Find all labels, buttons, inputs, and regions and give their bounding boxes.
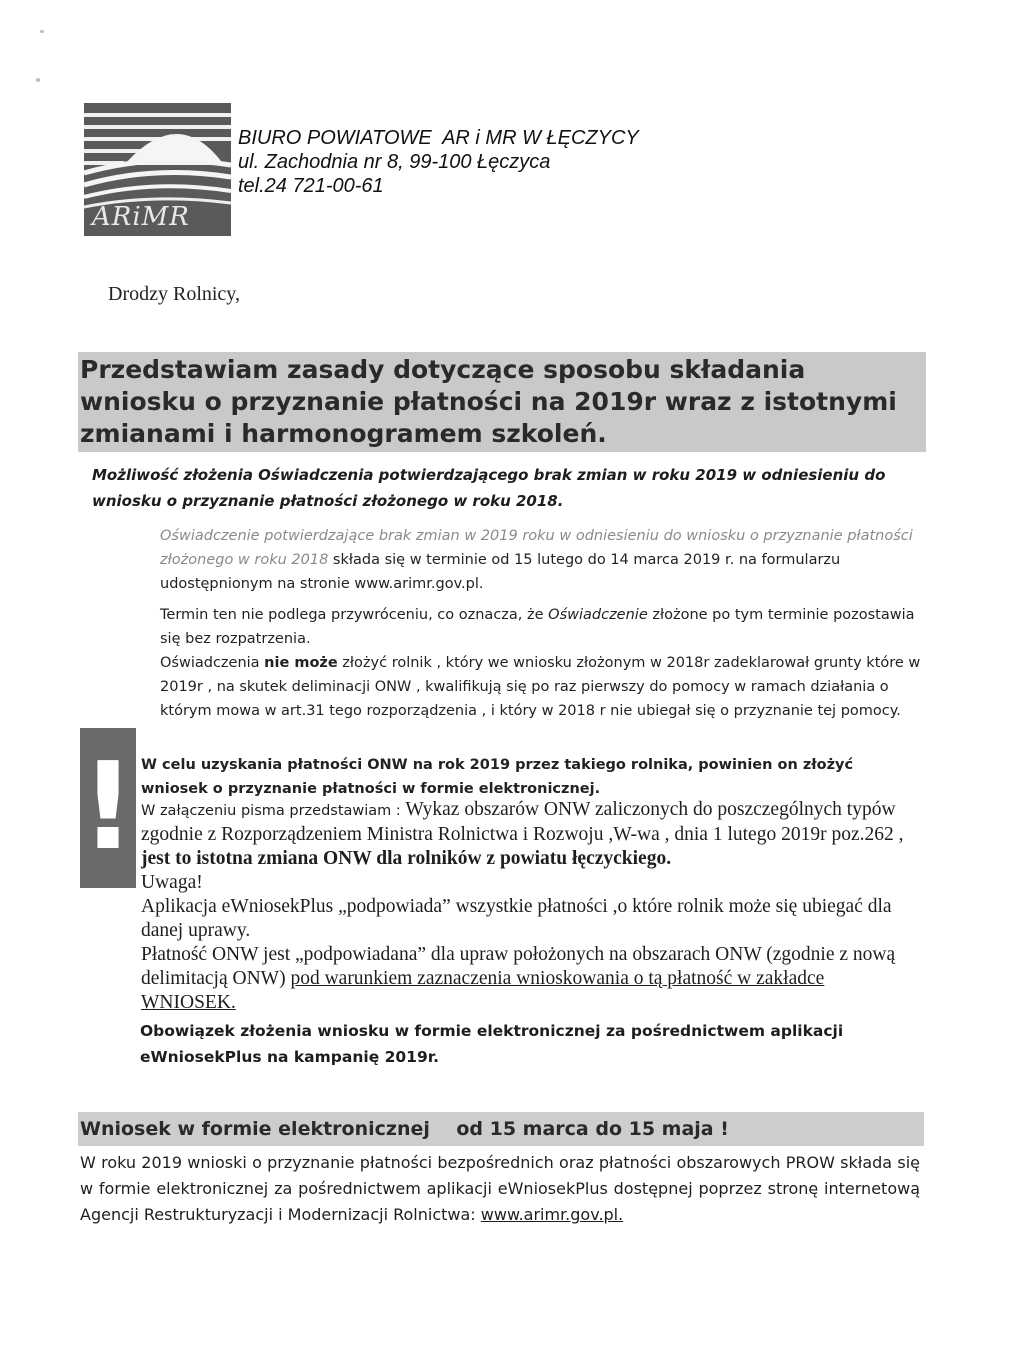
onw-paragraph <box>141 943 911 1015</box>
paragraph-text: złożone po tym terminie pozostawia się bez rozpatrzenia. <box>160 607 915 647</box>
office-address: ul. Zachodnia nr 8, 99-100 Łęczyca <box>238 151 551 173</box>
logo-text: ARiMR <box>92 202 190 232</box>
office-header <box>238 126 639 198</box>
paragraph-text: W roku 2019 wnioski o przyznanie płatności bezpośrednich oraz płatności obszarowych PROW składa się w formie elektronicznej za pośrednictwem aplikacji eWniosekPlus dostępnej poprzez stronę internetową Agencji Restrukturyzacji i Modernizacji Rolnictwa: <box>80 1153 920 1224</box>
uwaga-label: Uwaga! <box>141 872 203 893</box>
arimr-logo <box>84 103 231 236</box>
attachment-block <box>141 798 911 1015</box>
paragraph-deadline-note <box>160 603 924 651</box>
paragraph-exclusion <box>160 651 924 723</box>
paragraph-text: Płatność ONW jest „podpowiadana” dla upraw położonych na obszarach ONW (zgodnie z nową delimitacją ONW) <box>141 944 896 989</box>
attachment-paragraph <box>141 798 911 871</box>
paragraph-text: Termin ten nie podlega przywróceniu, co oznacza, że <box>160 607 549 623</box>
office-phone: tel.24 721-00-61 <box>238 175 384 197</box>
arimr-website-link[interactable]: www.arimr.gov.pl. <box>480 1205 624 1224</box>
bold-text: nie może <box>264 655 338 671</box>
obligation-note: Obowiązek złożenia wniosku w formie elektronicznej za pośrednictwem aplikacji eWniosekPlus na kampanię 2019r. <box>140 1022 844 1066</box>
main-banner-heading: Przedstawiam zasady dotyczące sposobu składania wniosku o przyznanie płatności na 2019r wraz z istotnymi zmianami i harmonogramem szkoleń. <box>80 355 897 448</box>
faded-text: Oświadczenie potwierdzające brak zmian w 2019 roku w odniesieniu do wniosku o przyznanie płatności złożonego w roku 2018 <box>160 528 913 568</box>
warning-box <box>80 728 136 888</box>
scan-speck <box>36 78 40 82</box>
scan-speck <box>40 30 44 33</box>
ewniosekplus-paragraph: Aplikacja eWniosekPlus „podpowiada” wszystkie płatności ,o które rolnik może się ubiegać dla danej uprawy. <box>141 896 892 941</box>
underlined-text: pod warunkiem zaznaczenia wnioskowania o tą płatność w zakładce WNIOSEK. <box>141 968 825 1013</box>
office-name: BIURO POWIATOWE AR i MR W ŁĘCZYCY <box>238 127 639 149</box>
paragraph-text: Wykaz obszarów ONW zaliczonych do poszczególnych typów zgodnie z Rozporządzeniem Ministra Rolnictwa i Rozwoju ,W-wa , dnia 1 lutego 2019r poz.262 , <box>141 799 904 845</box>
deadline-banner-heading: Wniosek w formie elektronicznej od 15 marca do 15 maja ! <box>80 1118 729 1140</box>
bold-text: jest to istotna zmiana ONW dla rolników z powiatu łęczyckiego. <box>141 848 672 869</box>
paragraph-text: W załączeniu pisma przedstawiam : <box>141 803 406 819</box>
greeting: Drodzy Rolnicy, <box>108 283 241 305</box>
italic-text: Oświadczenie <box>548 607 648 623</box>
paragraph-text: Oświadczenia <box>160 655 265 671</box>
exclamation-icon: ! <box>80 738 136 877</box>
paragraph-text: składa się w terminie od 15 lutego do 14 marca 2019 r. na formularzu udostępnionym na stronie www.arimr.gov.pl. <box>160 552 841 592</box>
paragraph-statement-deadline <box>160 524 924 596</box>
final-paragraph <box>80 1150 920 1228</box>
paragraph-electronic-requirement: W celu uzyskania płatności ONW na rok 2019 przez takiego rolnika, powinien on złożyć wniosek o przyznanie płatności w formie elektronicznej. <box>141 757 854 797</box>
subheading: Możliwość złożenia Oświadczenia potwierdzającego brak zmian w roku 2019 w odniesieniu do wniosku o przyznanie płatności złożonego w roku 2018. <box>92 466 886 510</box>
paragraph-text: złożyć rolnik , który we wniosku złożonym w 2018r zadeklarował grunty które w 2019r , na skutek deliminacji ONW , kwalifikują się po raz pierwszy do pomocy w ramach działania o którym mowa w art.31 tego rozporządzenia , i który w 2018 r nie ubiegał się o przyznanie tej pomocy. <box>160 655 921 719</box>
